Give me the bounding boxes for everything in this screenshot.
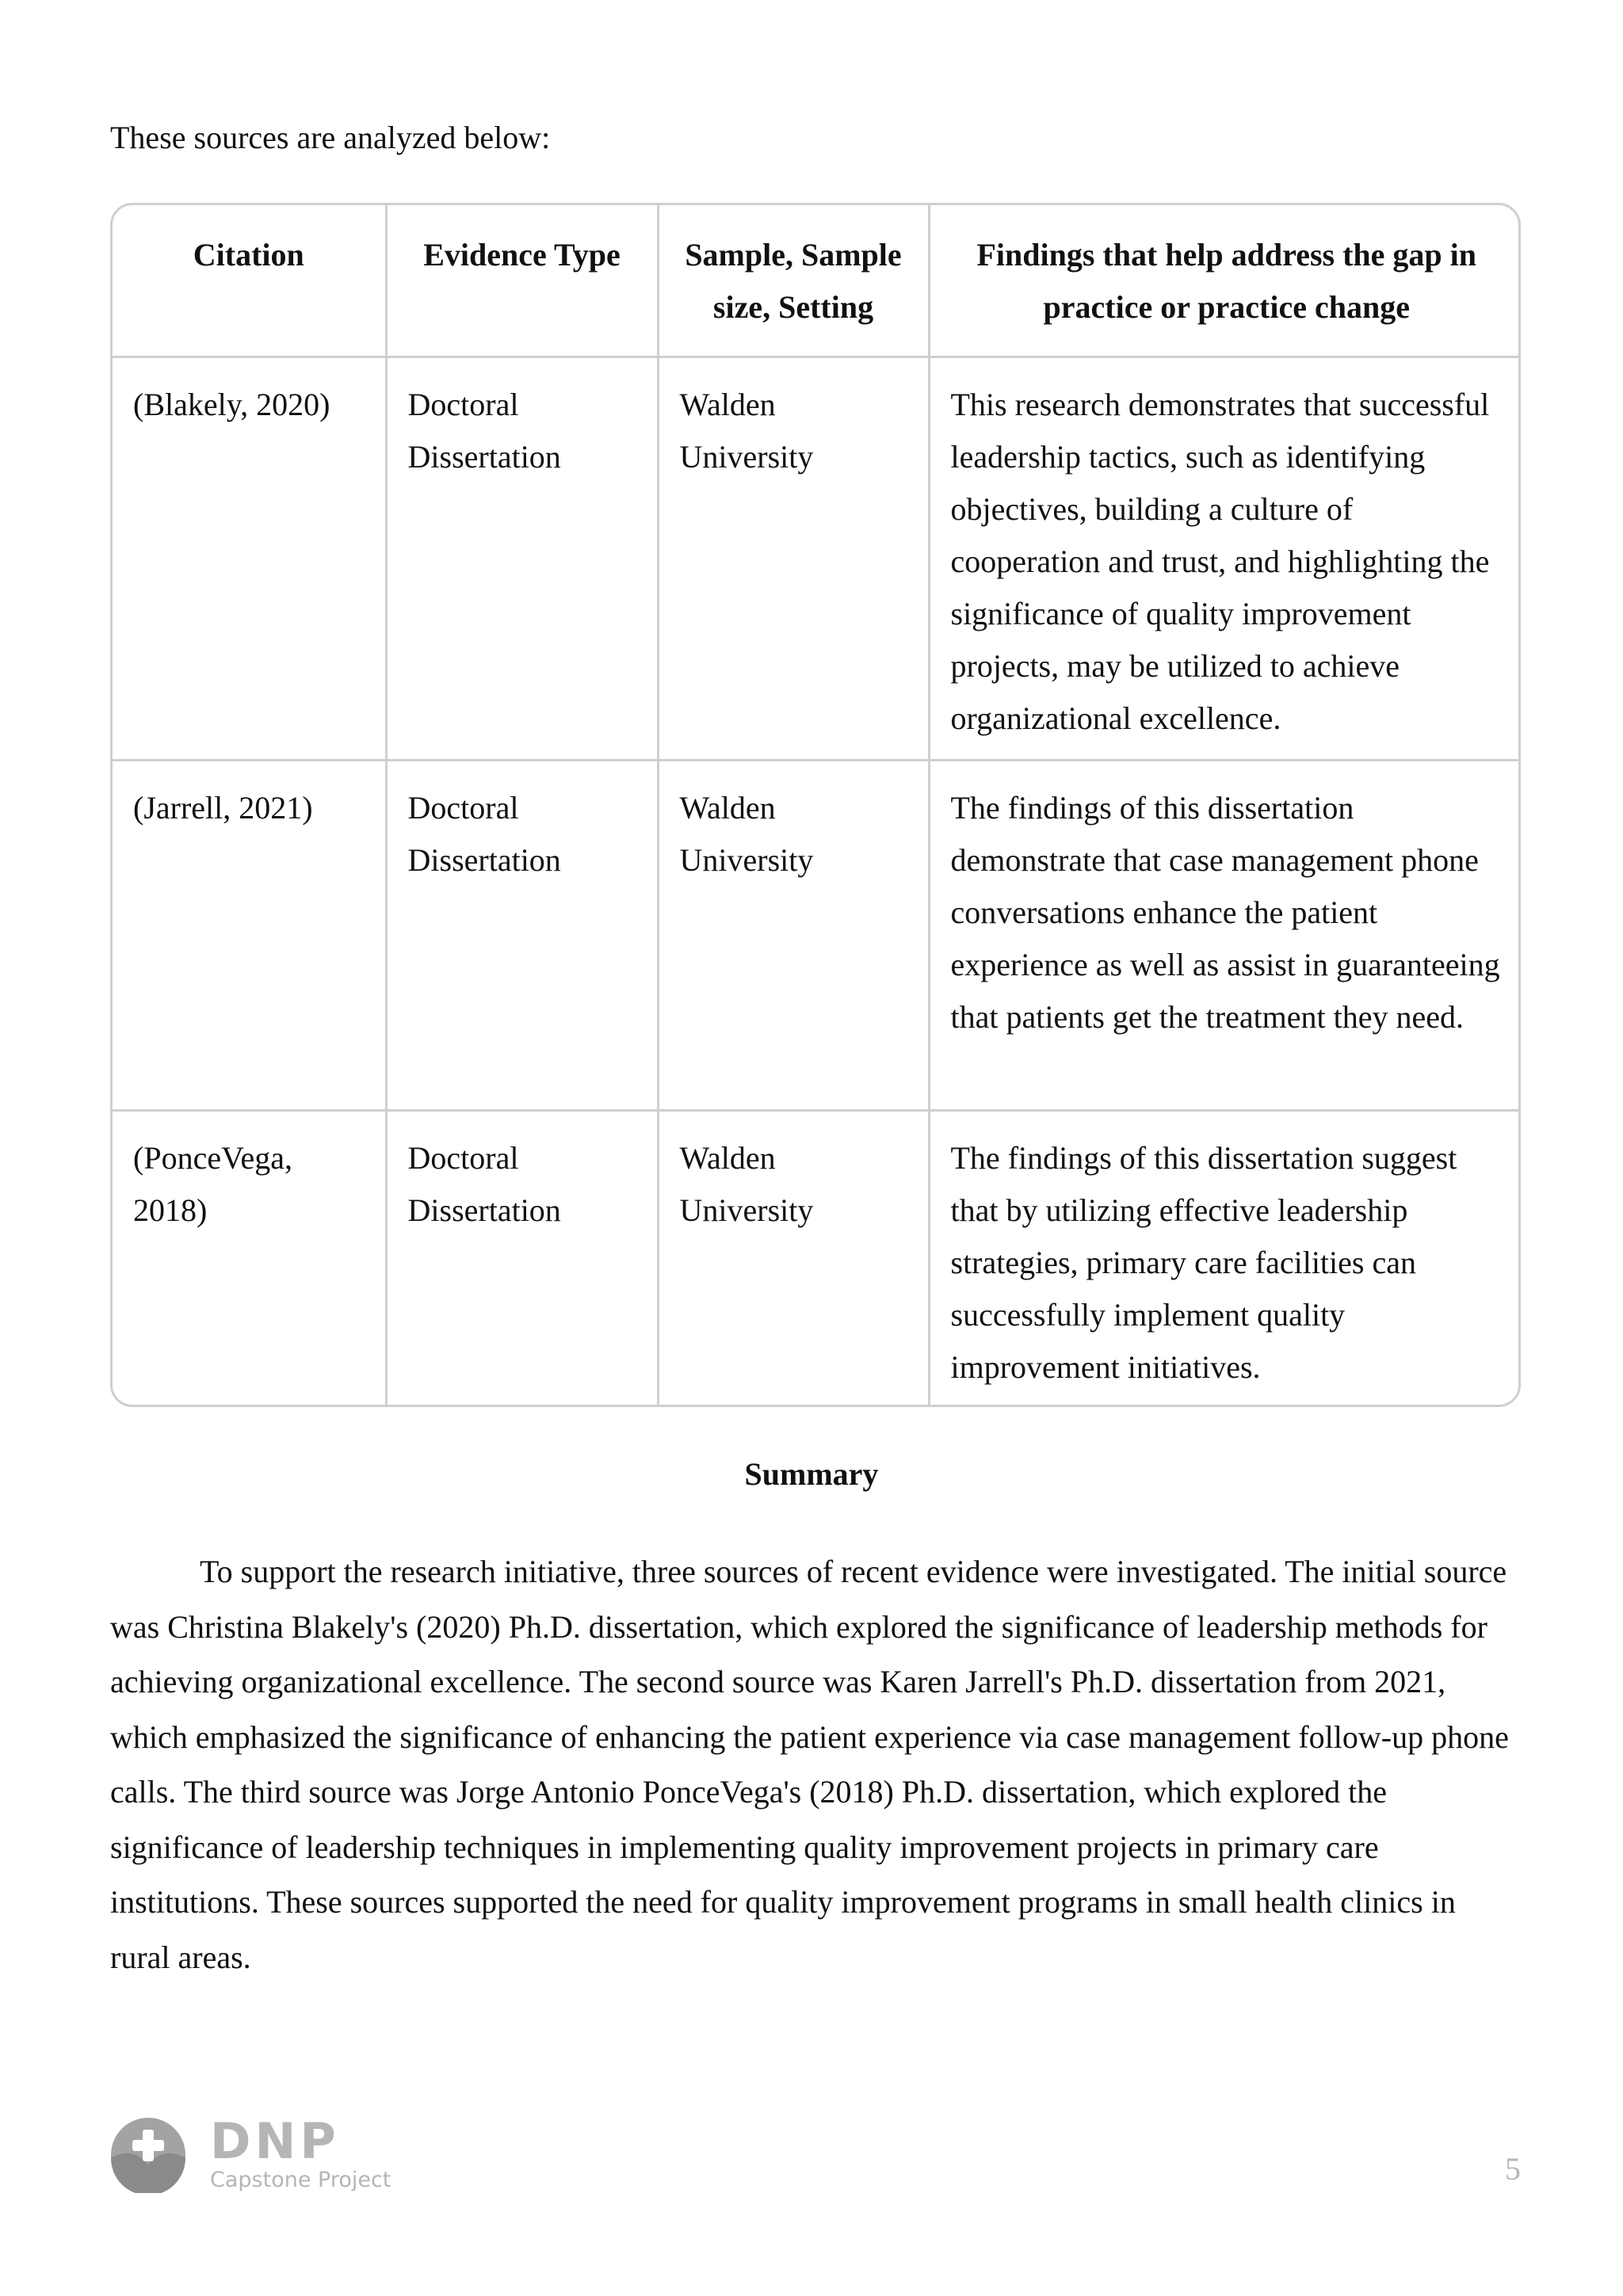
cell-findings: This research demonstrates that successful leadership tactics, such as identifying objectives, building a culture of cooperation and trust, and highlighting the significance of quality improvement projects, may be utilized to achieve organizational excellence. xyxy=(929,357,1521,760)
cell-evidence-type: Doctoral Dissertation xyxy=(386,760,658,1110)
summary-heading: Summary xyxy=(744,1456,879,1492)
table-header-row xyxy=(113,205,1521,357)
logo-text xyxy=(210,2112,391,2193)
table-row xyxy=(113,760,1521,1110)
cell-citation: (Jarrell, 2021) xyxy=(113,760,386,1110)
page-number: 5 xyxy=(1505,2151,1521,2187)
evidence-table-grid xyxy=(113,205,1521,1407)
cell-findings: The findings of this dissertation demonstrate that case management phone conversations enhance the patient experience as well as assist in guaranteeing that patients get the treatment they need. xyxy=(929,760,1521,1110)
header-sample-setting: Sample, Sample size, Setting xyxy=(658,205,929,357)
cell-setting: Walden University xyxy=(658,760,929,1110)
cell-setting: Walden University xyxy=(658,357,929,760)
cell-findings: The findings of this dissertation suggest that by utilizing effective leadership strategies, primary care facilities can successfully implement quality improvement initiatives. xyxy=(929,1110,1521,1407)
table-row xyxy=(113,1110,1521,1407)
cell-evidence-type: Doctoral Dissertation xyxy=(386,1110,658,1407)
cell-evidence-type: Doctoral Dissertation xyxy=(386,357,658,760)
cell-citation: (Blakely, 2020) xyxy=(113,357,386,760)
logo-title: DNP xyxy=(210,2112,340,2170)
table-row xyxy=(113,357,1521,760)
dnp-logo xyxy=(110,2112,391,2195)
header-evidence-type: Evidence Type xyxy=(386,205,658,357)
evidence-table xyxy=(110,203,1521,1407)
header-findings: Findings that help address the gap in practice or practice change xyxy=(929,205,1521,357)
intro-text: These sources are analyzed below: xyxy=(110,120,551,155)
plus-circle-icon xyxy=(110,2117,186,2193)
cell-citation: (PonceVega, 2018) xyxy=(113,1110,386,1407)
header-citation: Citation xyxy=(113,205,386,357)
cell-setting: Walden University xyxy=(658,1110,929,1407)
summary-paragraph: To support the research initiative, three sources of recent evidence were investigated. The initial source was Christina Blakely's (2020) Ph.D. dissertation, which explored the significance of leadership methods for achieving organizational excellence. The second source was Karen Jarrell's Ph.D. dissertation from 2021, which emphasized the significance of enhancing the patient experience via case management follow-up phone calls. The third source was Jorge Antonio PonceVega's (2018) Ph.D. dissertation, which explored the significance of leadership techniques in implementing quality improvement projects in primary care institutions. These sources supported the need for quality improvement programs in small health clinics in rural areas. xyxy=(110,1554,1509,1975)
logo-subtitle: Capstone Project xyxy=(210,2168,391,2192)
